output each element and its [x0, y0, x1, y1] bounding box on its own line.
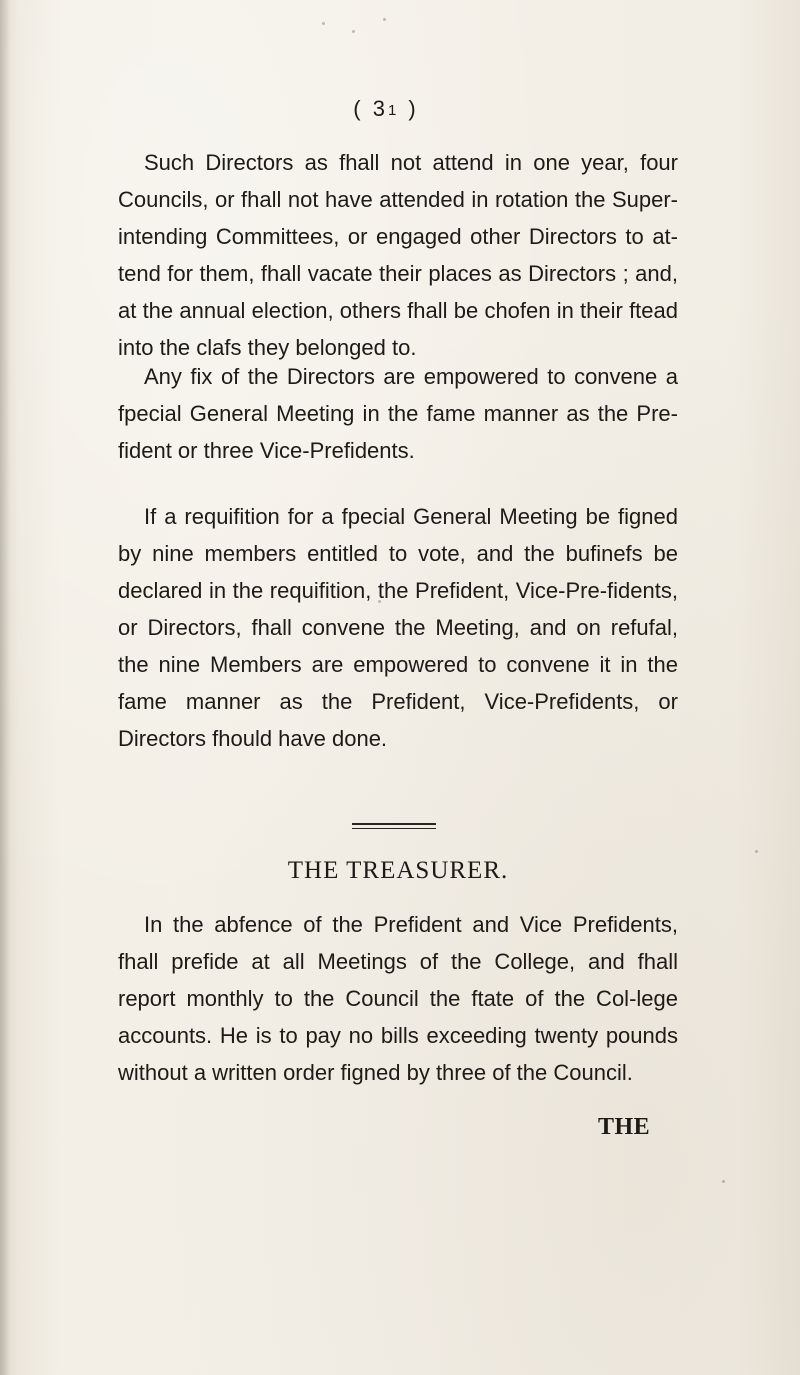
catchword: THE	[598, 1114, 651, 1140]
binding-shadow	[0, 0, 10, 1375]
page-number-close: )	[408, 96, 419, 121]
paper-speck	[352, 30, 355, 33]
paragraph-requisition: If a requifition for a fpecial General Meeting be figned by nine members entitled to vote, and the bufinefs be declared in the requifition, the Prefident, Vice-Pre-fidents, or Directors, fhall convene the Meeting, and on refufal, the nine Members are empowered to convene it in the fame manner as the Prefident, Vice-Prefidents, or Directors fhould have done.	[118, 504, 678, 751]
page-number-digits: 3	[372, 96, 388, 121]
paper-speck	[322, 22, 325, 25]
paragraph-directors-attendance: Such Directors as fhall not attend in one year, four Councils, or fhall not have attended in rotation the Super-intending Committees, or engaged other Directors to at-tend for them, fhall vacate their places as Directors ; and, at the annual election, others fhall be chofen in their ftead into the clafs they belonged to.	[118, 150, 678, 360]
paper-speck	[383, 18, 386, 21]
section-heading: THE TREASURER.	[287, 857, 509, 884]
paragraph-special-meeting: Any fix of the Directors are empowered to convene a fpecial General Meeting in the fame manner as the Pre-fident or three Vice-Prefidents.	[118, 364, 678, 463]
section-divider	[352, 823, 436, 829]
page-number-open: (	[353, 96, 364, 121]
paper-speck	[755, 850, 758, 853]
page-number-sup: 1	[387, 102, 400, 119]
page-number	[340, 98, 432, 120]
paragraph-treasurer: In the abfence of the Prefident and Vice Prefidents, fhall prefide at all Meetings of the College, and fhall report monthly to the Council the ftate of the Col-lege accounts. He is to pay no bills exceeding twenty pounds without a written order figned by three of the Council.	[118, 912, 678, 1085]
paper-speck	[722, 1180, 725, 1183]
